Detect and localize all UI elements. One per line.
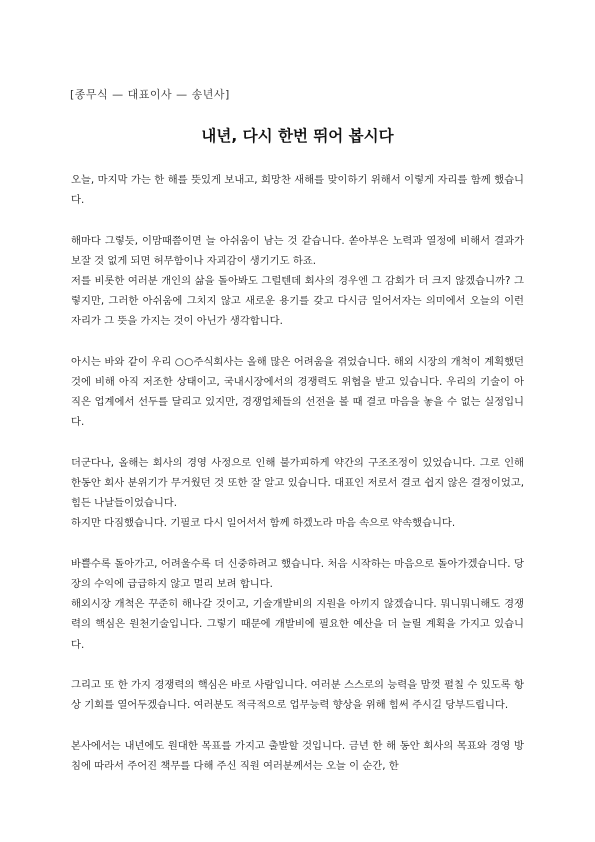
paragraph-text: 본사에서는 내년에도 원대한 목표를 가지고 출발할 것입니다. 금년 한 해 동안 회사의 목표와 경영 방침에 따라서 주어진 책무를 다해 주신 직원 여러분께서는 오늘 이 순간, 한 — [71, 739, 524, 772]
document-body — [71, 170, 524, 796]
paragraph — [71, 352, 524, 433]
paragraph-text: 저를 비롯한 여러분 개인의 삶을 돌아봐도 그럴텐데 회사의 경우엔 그 감회가 더 크지 않겠습니까? 그렇지만, 그러한 아쉬움에 그치지 않고 새로운 용기를 갖고 다시금 일어서자는 의미에서 오늘의 이런 자리가 그 뜻을 가지는 것이 아닌가 생각합니다. — [71, 275, 524, 328]
paragraph-text: 더군다나, 올해는 회사의 경영 사정으로 인해 불가피하게 약간의 구조조정이 있었습니다. 그로 인해 한동안 회사 분위기가 무거웠던 것 또한 잘 알고 있습니다. 대표인 저로서 결코 쉽지 않은 결정이었고, 힘든 나날들이었습니다. — [71, 456, 524, 510]
paragraph — [71, 453, 524, 534]
document-header-label: [종무식 — 대표이사 — 송년사] — [70, 88, 230, 101]
paragraph — [71, 554, 524, 655]
paragraph-text: 해마다 그렇듯, 이맘때쯤이면 늘 아쉬움이 남는 것 같습니다. 쏟아부은 노력과 열정에 비해서 결과가 보잘 것 없게 되면 허무함이나 자괴감이 생기기도 하죠. — [71, 234, 524, 267]
paragraph-text: 바쁠수록 돌아가고, 어려울수록 더 신중하려고 했습니다. 처음 시작하는 마음으로 돌아가겠습니다. 당장의 수익에 급급하지 않고 멀리 보려 합니다. — [71, 557, 524, 590]
paragraph-text: 하지만 다짐했습니다. 기필코 다시 일어서서 함께 하겠노라 마음 속으로 약속했습니다. — [71, 517, 456, 530]
paragraph — [71, 675, 524, 715]
paragraph-text: 아시는 바와 같이 우리 ○○주식회사는 올해 많은 어려움을 겪었습니다. 해외 시장의 개척이 계획했던 것에 비해 아직 저조한 상태이고, 국내시장에서의 경쟁력도 위협을 받고 있습니다. 우리의 기술이 아직은 업계에서 선두를 달리고 있지만, 경쟁업체들의 선전을 볼 때 결코 마음을 놓을 수 없는 실정입니다. — [71, 355, 524, 429]
paragraph — [71, 736, 524, 776]
paragraph-text: 그리고 또 한 가지 경쟁력의 핵심은 바로 사람입니다. 여러분 스스로의 능력을 맘껏 펼칠 수 있도록 항상 기회를 열어두겠습니다. 여러분도 적극적으로 업무능력 향상을 위해 힘써 주시길 당부드립니다. — [71, 679, 524, 712]
paragraph-text: 해외시장 개척은 꾸준히 해나갈 것이고, 기술개발비의 지원을 아끼지 않겠습니다. 뭐니뭐니해도 경쟁력의 핵심은 원천기술입니다. 그렇기 때문에 개발비에 필요한 예산을 더 늘릴 계획을 가지고 있습니다. — [71, 598, 524, 651]
paragraph — [71, 231, 524, 332]
paragraph — [71, 170, 524, 210]
paragraph-text: 오늘, 마지막 가는 한 해를 뜻있게 보내고, 희망찬 새해를 맞이하기 위해서 이렇게 자리를 함께 했습니다. — [71, 174, 524, 207]
page-title: 내년, 다시 한번 뛰어 봅시다 — [201, 127, 394, 145]
